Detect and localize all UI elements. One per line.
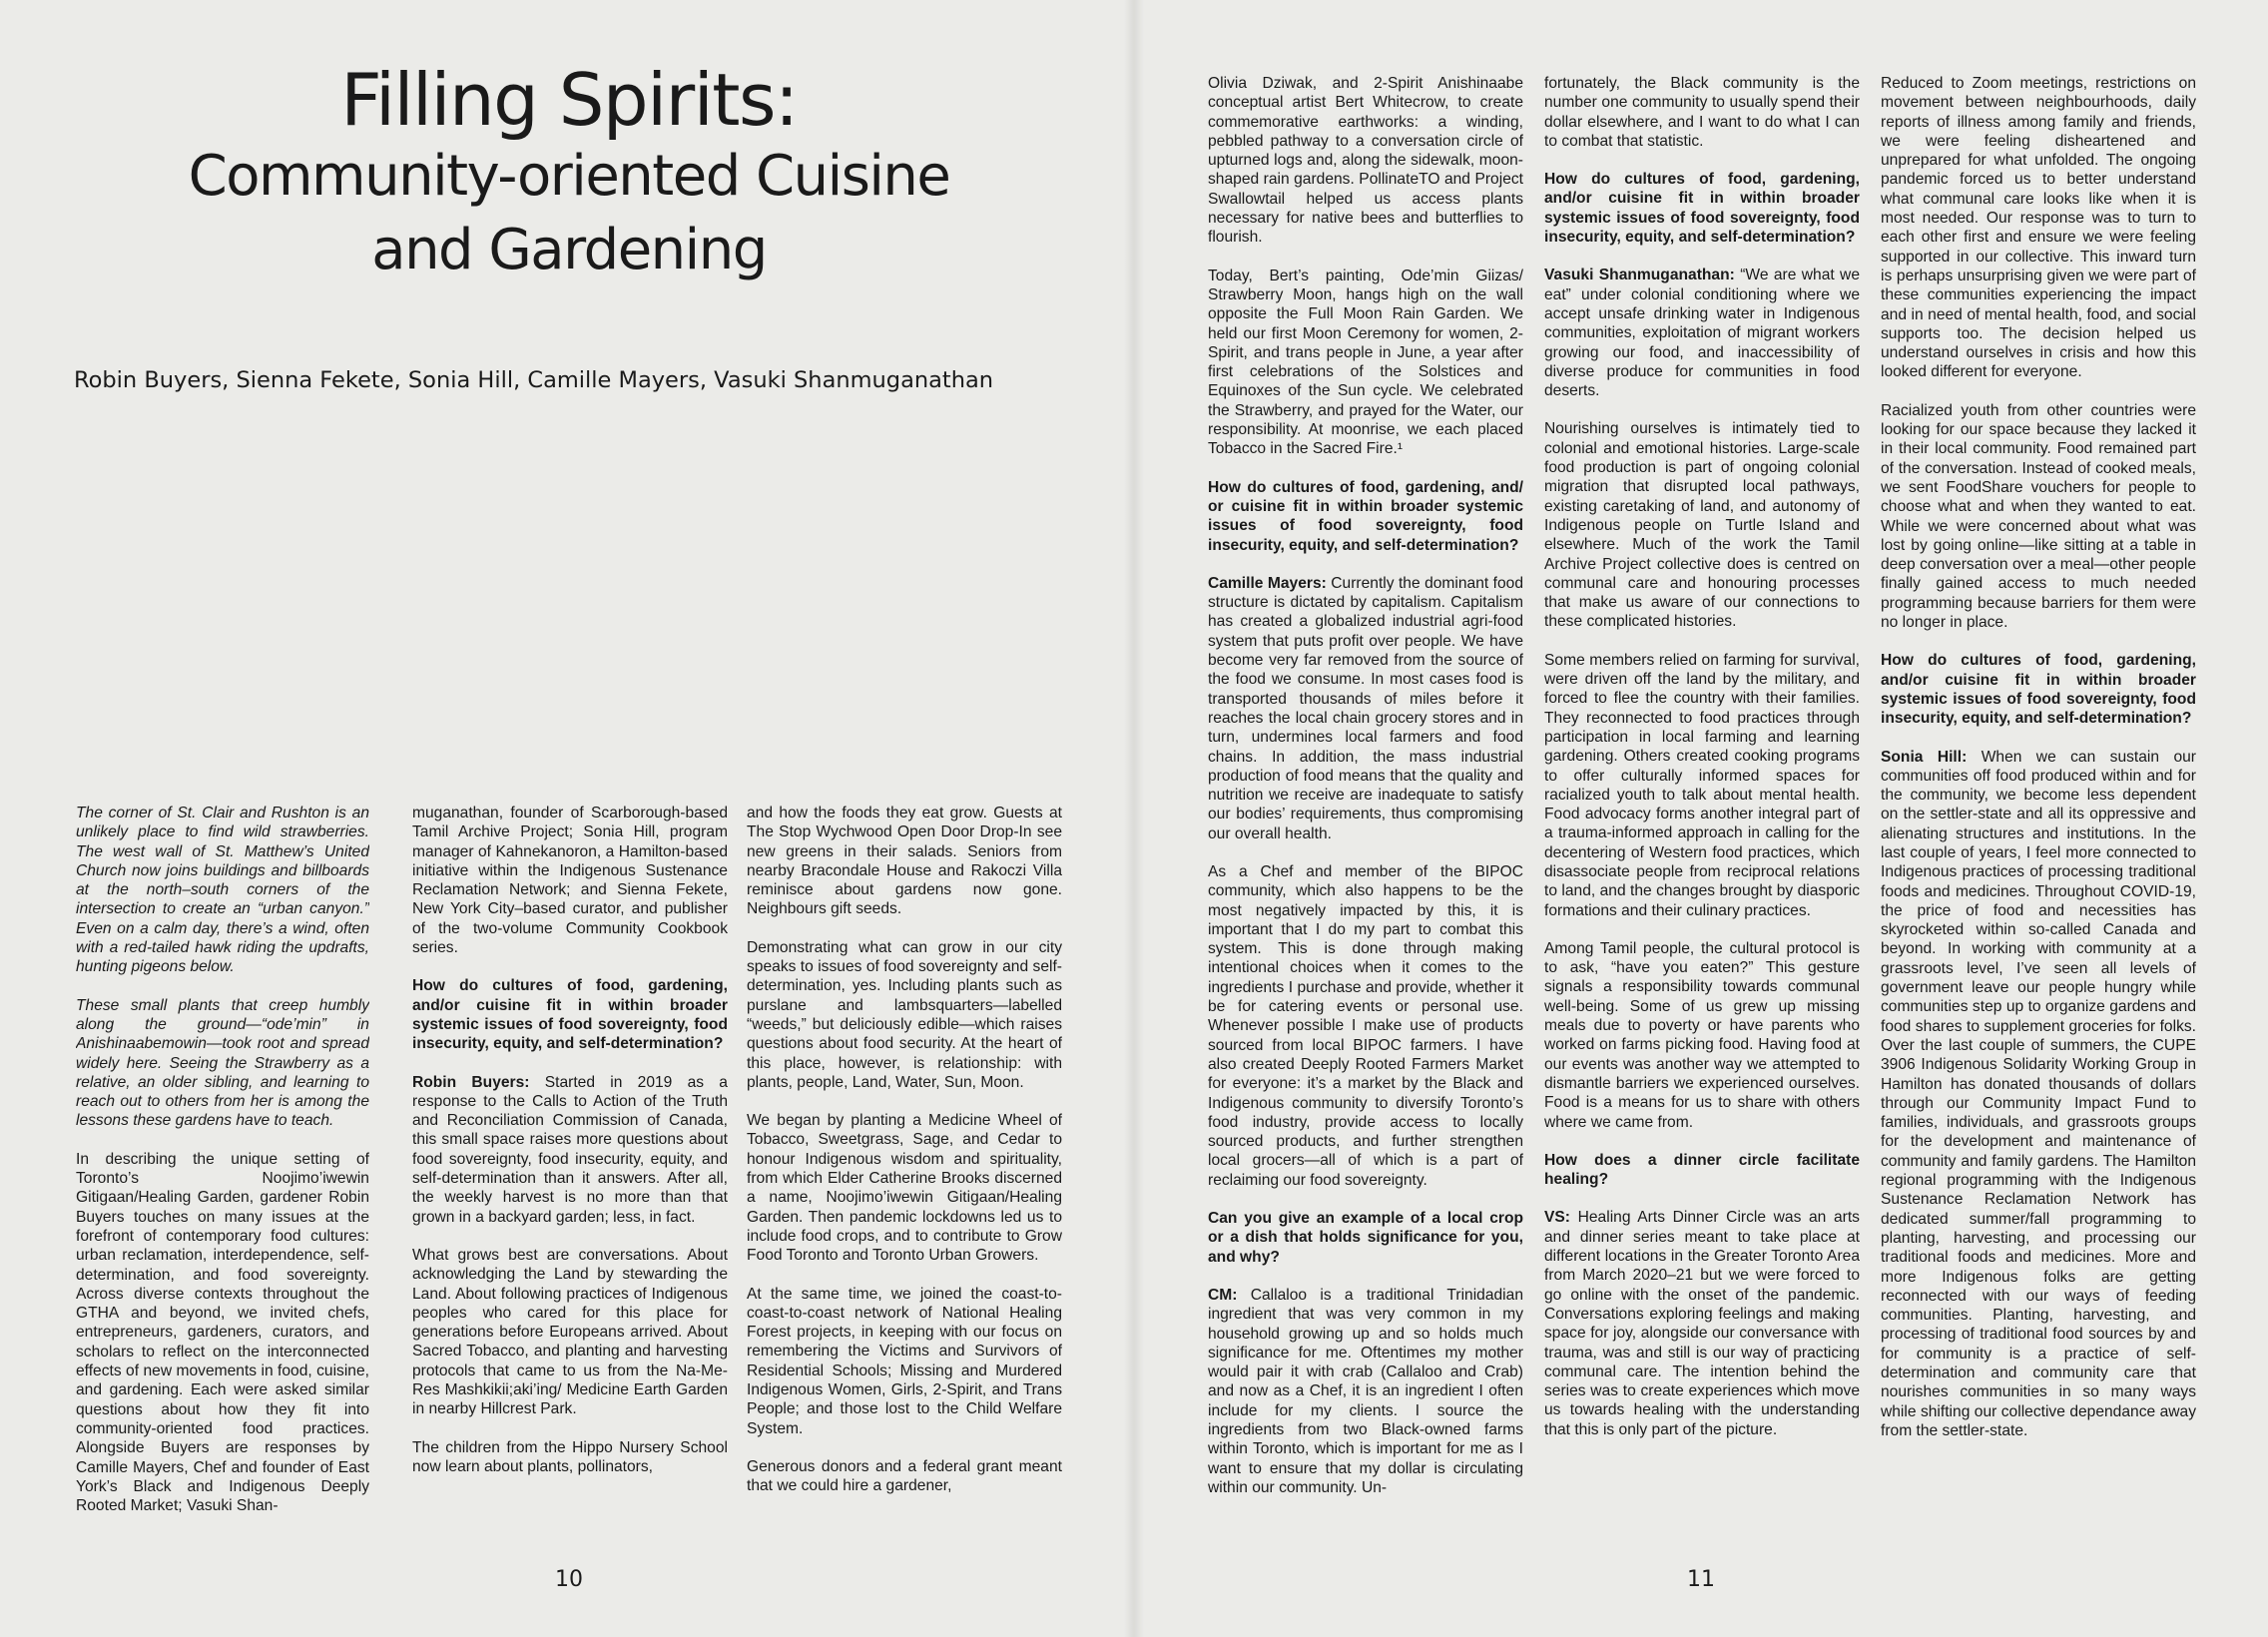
- text-column-6: [1881, 74, 2196, 1545]
- paragraph-text: As a Chef and member of the BIPOC community, which also happens to be the most negatively impacted by this, it is important that I do my part to combat this system. This is done through making intentional choices when it comes to the ingredients I purchase and provide, whether it be for catering events or personal use. Whenever possible I make use of products sourced from local BIPOC farmers. I have also created Deeply Rooted Farmers Market for everyone: it’s a market by the Black and Indigenous community to diversify Toronto’s food industry, provide access to locally sourced products, and further strengthen local grocers—all of which is a part of reclaiming our food sovereignty.: [1208, 862, 1523, 1189]
- paragraph-text: Currently the dominant food structure is dictated by capitalism. Capitalism has created a globalized industrial agri-food system that puts profit over people. We have become very far removed from the source of the food we consume. In most cases food is transported thousands of miles before it reaches the local chain grocery stores and in turn, undermines local farmers and food chains. In addition, the mass industrial production of food means that the quality and nutrition we receive are inadequate to satisfy our bodies’ requirements, thus compromising our overall health.: [1208, 574, 1523, 842]
- paragraph-text: muganathan, founder of Scarborough-based Tamil Archive Project; Sonia Hill, program manager of Kahnekanoron, a Hamilton-based initiative within the Indigenous Sustenance Reclamation Network; and Sienna Fekete, New York City–based curator, and publisher of the two-volume Community Cookbook series.: [412, 805, 728, 957]
- body-paragraph: [1208, 862, 1523, 1190]
- body-paragraph: [747, 804, 1062, 919]
- paragraph-text: When we can sustain our communities off food produced within and for the community, we become less dependent on the settler-state and all its oppressive and alienating structures and institutions. In the last couple of years, I feel more connected to Indigenous practices of processing traditional foods and medicines. Throughout COVID-19, the price of food and necessities has skyrocketed within so-called Canada and beyond. In working with community at a grassroots level, I’ve seen all levels of government leave our people hungry while communities step up to organize gardens and food shares to supplement groceries for folks. Over the last couple of summers, the CUPE 3906 Indigenous Solidarity Working Group in Hamilton has donated thousands of dollars through our Community Impact Fund to families, individuals, and grassroots groups for the development and maintenance of community and family gardens. The Hamilton regional programming with the Indigenous Sustenance Reclamation Network has dedicated summer/fall programming to planting, harvesting, and processing our traditional foods and medicines. More and more Indigenous folks are getting reconnected with our ways of feeding communities. Planting, harvesting, and processing of traditional food sources by and for community is a practice of self-determination and community care that nourishes communities in so many ways while shifting our collective dependance away from the settler-state.: [1881, 748, 2196, 1439]
- paragraph-text: Started in 2019 as a response to the Calls to Action of the Truth and Reconciliation Commission of Canada, this small space raises more questions about food sovereignty, food insecurity, equity, and self-determination than it answers. After all, the weekly harvest is no more than that grown in a backyard garden; less, in fact.: [412, 1073, 728, 1226]
- body-paragraph: [76, 1150, 369, 1516]
- body-paragraph: [1544, 419, 1860, 631]
- body-paragraph: [1544, 266, 1860, 400]
- paragraph-text: At the same time, we joined the coast-to-coast-to-coast network of National Healing Forest projects, in keeping with our focus on remembering the Victims and Survivors of Residential Schools; Missing and Murdered Indigenous Women, Girls, 2-Spirit, and Trans People; and those lost to the Child Welfare System.: [747, 1285, 1062, 1437]
- speaker-name: Vasuki Shanmuganathan:: [1544, 267, 1735, 284]
- paragraph-text: How do cultures of food, gardening, and/or cuisine fit in within broader systemic issues of food sovereignty, food insecurity, equity, and self-determination?: [1881, 652, 2196, 728]
- body-paragraph: [747, 1285, 1062, 1438]
- paragraph-text: Racialized youth from other countries were looking for our space because they lacked it in their local community. Food remained part of the conversation. Instead of cooked meals, we sent FoodShare vouchers for people to choose what and when they wanted to eat. While we were concerned about what was lost by going online—like sitting at a table in deep conversation over a meal—other people finally gained access to much needed programming because barriers for them were no longer in place.: [1881, 401, 2196, 632]
- text-column-2: [412, 804, 728, 1542]
- paragraph-text: “We are what we eat” under colonial conditioning where we accept unsafe drinking water in Indigenous communities, exploitation of migrant workers growing our food, and inaccessibility of diverse produce for communities in food deserts.: [1544, 267, 1860, 400]
- article-title: [60, 60, 1078, 287]
- paragraph-text: Can you give an example of a local crop or a dish that holds significance for you, and why?: [1208, 1210, 1523, 1266]
- paragraph-text: How do cultures of food, gardening, and/or cuisine fit in within broader systemic issues of food sovereignty, food insecurity, equity, and self-determination?: [1544, 171, 1860, 247]
- body-paragraph: [747, 1111, 1062, 1265]
- paragraph-text: fortunately, the Black community is the number one community to usually spend their dollar elsewhere, and I want to do what I can to combat that statistic.: [1544, 75, 1860, 150]
- text-column-1: [76, 804, 369, 1542]
- paragraph-text: Reduced to Zoom meetings, restrictions on movement between neighbourhoods, daily reports of illness among family and friends, we were feeling disheartened and unprepared for what unfolded. The ongoing pandemic forced us to better understand what communal care looks like when it is most needed. Our response was to turn to each other first and ensure we were feeling supported in our collective. This inward turn is perhaps unsurprising given we were part of these communities experiencing the impact and in need of mental health, food, and social supports too. The decision helped us understand ourselves in crisis and how this looked different for everyone.: [1881, 75, 2196, 381]
- interview-question: [412, 976, 728, 1053]
- body-paragraph: [412, 1438, 728, 1477]
- body-paragraph: [1544, 651, 1860, 920]
- paragraph-text: Healing Arts Dinner Circle was an arts and dinner series meant to take place at different locations in the Greater Toronto Area from March 2020–21 but we were forced to go online with the onset of the pandemic. Conversations exploring feelings and making space for joy, alongside our conversance with trauma, was and still is our way of practicing communal care. The intention behind the series was to create experiences which move us towards healing with the understanding that this is only part of the picture.: [1544, 1209, 1860, 1438]
- paragraph-text: Demonstrating what can grow in our city speaks to issues of food sovereignty and self-determination, yes. Including plants such as purslane and lambsquarters—labelled “weeds,” but deliciously edible—which raises questions about food security. At the heart of this place, however, is relationship: with plants, people, Land, Water, Sun, Moon.: [747, 938, 1062, 1091]
- speaker-name: CM:: [1208, 1286, 1238, 1304]
- speaker-name: Sonia Hill:: [1881, 748, 1968, 766]
- body-paragraph: [412, 1246, 728, 1419]
- interview-question: [1208, 1209, 1523, 1267]
- page-number-left: 10: [555, 1567, 583, 1592]
- paragraph-text: Generous donors and a federal grant meant that we could hire a gardener,: [747, 1457, 1062, 1495]
- body-paragraph: [1881, 74, 2196, 382]
- speaker-name: Robin Buyers:: [412, 1073, 530, 1091]
- interview-question: [1544, 1151, 1860, 1190]
- body-paragraph: [1208, 267, 1523, 459]
- body-paragraph: [412, 1073, 728, 1227]
- intro-paragraph: [76, 996, 369, 1131]
- text-column-3: [747, 804, 1062, 1542]
- speaker-name: VS:: [1544, 1209, 1570, 1227]
- paragraph-text: We began by planting a Medicine Wheel of Tobacco, Sweetgrass, Sage, and Cedar to honour Indigenous wisdom and spirituality, from which Elder Catherine Brooks discerned a name, Noojimo’iwewin Gitigaan/Healing Garden. Then pandemic lockdowns led us to include food crops, and to contribute to Grow Food Toronto and Toronto Urban Growers.: [747, 1112, 1062, 1265]
- paragraph-text: Olivia Dziwak, and 2-Spirit Anishinaabe conceptual artist Bert Whitecrow, to create commemorative earthworks: a winding, pebbled pathway to a conversation circle of upturned logs and, along the sidewalk, moon-shaped rain gardens. PollinateTO and Project Swallowtail helped us access plants necessary for native bees and butterflies to flourish.: [1208, 75, 1523, 247]
- body-paragraph: [412, 804, 728, 957]
- paragraph-text: These small plants that creep humbly along the ground—“ode’min” in Anishinaabemowin—took root and spread widely here. Seeing the Strawberry as a relative, an older sibling, and learning to reach out to others from her is among the lessons these gardens have to teach.: [76, 996, 369, 1130]
- interview-question: [1208, 478, 1523, 555]
- book-gutter: [1124, 0, 1144, 1637]
- body-paragraph: [1544, 1208, 1860, 1439]
- paragraph-text: Today, Bert’s painting, Ode’min Giizas/ Strawberry Moon, hangs high on the wall opposite the Full Moon Rain Garden. We held our first Moon Ceremony for women, 2-Spirit, and trans people in June, a year after first celebrations of the Solstices and Equinoxes of the Sun cycle. We celebrated the Strawberry, and prayed for the Water, our responsibility. At moonrise, we each placed Tobacco in the Sacred Fire.¹: [1208, 267, 1523, 458]
- text-column-4: [1208, 74, 1523, 1545]
- body-paragraph: [747, 938, 1062, 1092]
- body-paragraph: [1881, 401, 2196, 633]
- body-paragraph: [1208, 574, 1523, 843]
- title-line-1: Filling Spirits:: [340, 58, 798, 142]
- author-list: Robin Buyers, Sienna Fekete, Sonia Hill, Camille Mayers, Vasuki Shanmuganathan: [74, 367, 994, 393]
- body-paragraph: [1544, 939, 1860, 1132]
- paragraph-text: Some members relied on farming for survival, were driven off the land by the military, and forced to flee the country with their families. They reconnected to food practices through participation in local farming and learning gardening. Others created cooking programs to offer culturally informed spaces for racialized youth to talk about mental health. Food advocacy forms another integral part of a trauma-informed approach in calling for the decentering of Western food practices, which disassociate people from reciprocal relations to land, and the changes brought by diasporic formations and their culinary practices.: [1544, 651, 1860, 919]
- title-line-3: and Gardening: [371, 218, 767, 282]
- interview-question: [1881, 651, 2196, 728]
- paragraph-text: Nourishing ourselves is intimately tied to colonial and emotional histories. Large-scale food production is part of ongoing colonial migration that disrupted local pathways, existing caretaking of land, and autonomy of Indigenous people on Turtle Island and elsewhere. Much of the work the Tamil Archive Project collective does is centred on communal care and honouring processes that make us aware of our connections to these complicated histories.: [1544, 420, 1860, 631]
- paragraph-text: The children from the Hippo Nursery School now learn about plants, pollinators,: [412, 1438, 728, 1475]
- body-paragraph: [747, 1457, 1062, 1496]
- speaker-name: Camille Mayers:: [1208, 574, 1327, 592]
- paragraph-text: How does a dinner circle facilitate healing?: [1544, 1151, 1860, 1189]
- paragraph-text: Among Tamil people, the cultural protocol is to ask, “have you eaten?” This gesture signals a responsibility towards communal well-being. Some of us grew up missing meals due to poverty or have parents who worked on farms picking food. Having food at our events was another way we attempted to dismantle barriers we experienced ourselves. Food is a means for us to share with others where we came from.: [1544, 939, 1860, 1131]
- body-paragraph: [1881, 748, 2196, 1441]
- intro-paragraph: [76, 804, 369, 977]
- paragraph-text: The corner of St. Clair and Rushton is an unlikely place to find wild strawberries. The west wall of St. Matthew’s United Church now joins buildings and billboards at the north–south corners of the intersection to create an “urban canyon.” Even on a calm day, there’s a wind, often with a red-tailed hawk riding the updrafts, hunting pigeons below.: [76, 805, 369, 976]
- body-paragraph: [1544, 74, 1860, 151]
- body-paragraph: [1208, 1286, 1523, 1497]
- paragraph-text: In describing the unique setting of Toronto’s Noojimo’iwewin Gitigaan/Healing Garden, gardener Robin Buyers touches on many issues at the forefront of contemporary food cultures: urban reclamation, interdependence, self-determination, and food sovereignty. Across diverse contexts throughout the GTHA and beyond, we invited chefs, entrepreneurs, gardeners, curators, and scholars to reflect on the interconnected effects of new movements in food, cuisine, and gardening. Each were asked similar questions about how they fit into community-oriented food practices. Alongside Buyers are responses by Camille Mayers, Chef and founder of East York’s Black and Indigenous Deeply Rooted Market; Vasuki Shan-: [76, 1150, 369, 1515]
- title-line-2: Community-oriented Cuisine: [188, 144, 950, 209]
- paragraph-text: How do cultures of food, gardening, and/or cuisine fit in within broader systemic issues of food sovereignty, food insecurity, equity, and self-determination?: [412, 977, 728, 1053]
- paragraph-text: Callaloo is a traditional Trinidadian ingredient that was very common in my household growing up and so holds much significance for me. Oftentimes my mother would pair it with crab (Callaloo and Crab) and now as a Chef, it is an ingredient I often include for my clients. I source the ingredients from two Black-owned farms within Toronto, which is important for me as I want to ensure that my dollar is circulating within our community. Un-: [1208, 1286, 1523, 1496]
- paragraph-text: How do cultures of food, gardening, and/ or cuisine fit in within broader systemic issues of food sovereignty, food insecurity, equity, and self-determination?: [1208, 478, 1523, 554]
- paragraph-text: What grows best are conversations. About acknowledging the Land by stewarding the Land. About following practices of Indigenous peoples who cared for this place for generations before Europeans arrived. About Sacred Tobacco, and planting and harvesting protocols that came to us from the Na-Me-Res Mashkikii;aki’ing/ Medicine Earth Garden in nearby Hillcrest Park.: [412, 1246, 728, 1418]
- text-column-5: [1544, 74, 1860, 1545]
- page-number-right: 11: [1687, 1567, 1715, 1592]
- interview-question: [1544, 170, 1860, 247]
- body-paragraph: [1208, 74, 1523, 248]
- paragraph-text: and how the foods they eat grow. Guests at The Stop Wychwood Open Door Drop-In see new greens in their salads. Seniors from nearby Bracondale House and Rakoczi Villa reminisce about gardens now gone. Neighbours gift seeds.: [747, 805, 1062, 918]
